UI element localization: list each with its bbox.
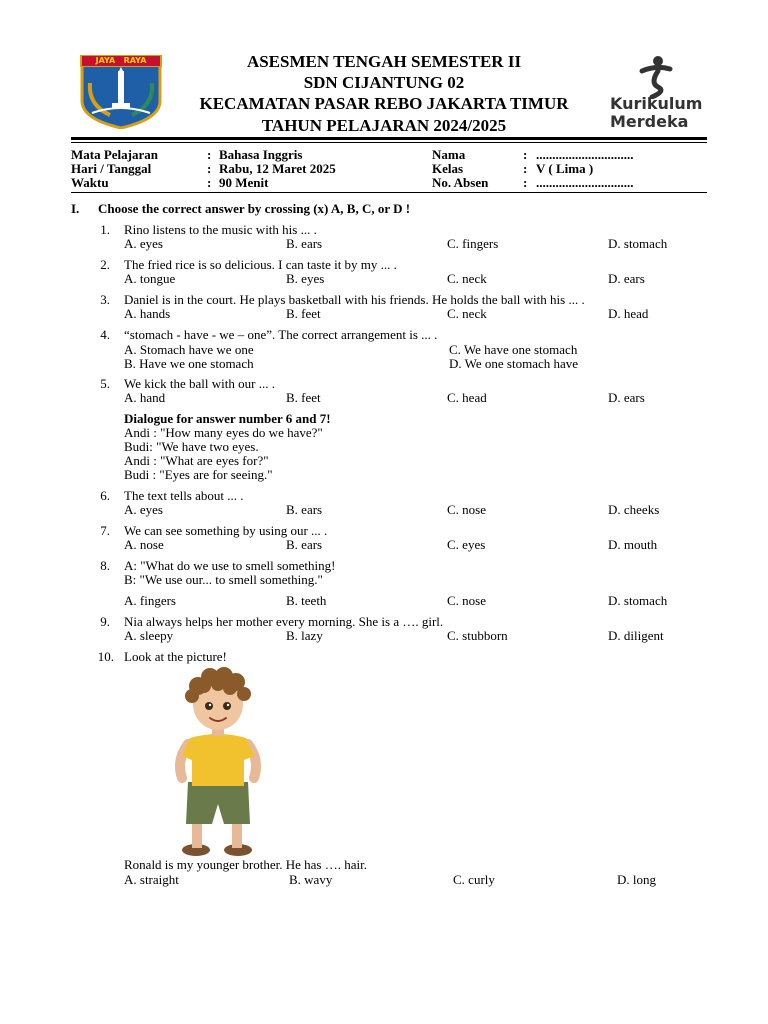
option-a[interactable]: A. nose [124,537,164,552]
info-divider [71,192,707,193]
info-label-hari-tanggal: Hari / Tanggal [71,161,152,176]
info-value-nama[interactable]: .............................. [536,147,634,162]
option-c[interactable]: C. neck [447,306,487,321]
question-text-2: Ronald is my younger brother. He has …. hair. [124,857,367,872]
question-text: The text tells about ... . [124,488,244,503]
question-text: Look at the picture! [124,649,227,664]
option-c[interactable]: C. We have one stomach [449,342,578,357]
option-a[interactable]: A. eyes [124,502,163,517]
question-text: Rino listens to the music with his ... . [124,222,317,237]
kurikulum-merdeka-logo [606,55,716,135]
header-divider-thick [71,137,707,140]
option-a[interactable]: A. eyes [124,236,163,251]
header-title-line-1: ASESMEN TENGAH SEMESTER II [246,52,522,71]
option-a[interactable]: A. hand [124,390,166,405]
question-number: 3. [100,292,110,307]
option-b[interactable]: B. wavy [289,872,333,887]
question-number: 8. [100,558,110,573]
info-label-waktu: Waktu [71,175,109,190]
emblem-banner-text: JAYA RAYA [95,56,147,65]
dialogue-line: Andi : "What are eyes for?" [124,453,269,468]
option-b[interactable]: B. ears [286,537,323,552]
question-number: 7. [100,523,110,538]
question-text: Daniel is in the court. He plays basketball with his friends. He holds the ball with his ... . [124,292,585,307]
option-d[interactable]: D. cheeks [608,502,660,517]
question-text: “stomach - have - we – one”. The correct arrangement is ... . [124,327,438,342]
curly-haired-boy-illustration [168,664,268,858]
question-number: 5. [100,376,110,391]
option-c[interactable]: C. fingers [447,236,499,251]
option-b[interactable]: B. lazy [286,628,323,643]
option-c[interactable]: C. nose [447,593,486,608]
question-number: 6. [100,488,110,503]
option-b[interactable]: B. teeth [286,593,327,608]
info-sep: : [523,161,528,176]
option-c[interactable]: C. curly [453,872,495,887]
question-text: We kick the ball with our ... . [124,376,275,391]
info-value-waktu: 90 Menit [219,175,269,190]
question-number: 1. [100,222,110,237]
dialogue-line: Andi : "How many eyes do we have?" [124,425,323,440]
header-title-line-4: TAHUN PELAJARAN 2024/2025 [261,116,507,135]
option-d[interactable]: D. mouth [608,537,658,552]
option-a[interactable]: A. hands [124,306,171,321]
info-sep: : [523,147,528,162]
merdeka-figure-icon [636,55,676,99]
option-d[interactable]: D. diligent [608,628,664,643]
section-instruction: Choose the correct answer by crossing (x) A, B, C, or D ! [98,201,411,216]
option-b[interactable]: B. ears [286,502,323,517]
question-text: Nia always helps her mother every morning. She is a …. girl. [124,614,444,629]
option-d[interactable]: D. ears [608,271,645,286]
question-number: 9. [100,614,110,629]
header-divider-thin [71,142,707,143]
option-d[interactable]: D. long [617,872,656,887]
option-d[interactable]: D. We one stomach have [449,356,579,371]
option-b[interactable]: B. feet [286,306,321,321]
option-c[interactable]: C. head [447,390,487,405]
question-text: We can see something by using our ... . [124,523,328,538]
info-sep: : [207,175,212,190]
option-b[interactable]: B. feet [286,390,321,405]
question-text: The fried rice is so delicious. I can taste it by my ... . [124,257,397,272]
question-number: 2. [100,257,110,272]
option-d[interactable]: D. ears [608,390,645,405]
option-a[interactable]: A. Stomach have we one [124,342,254,357]
option-b[interactable]: B. eyes [286,271,325,286]
question-number: 10. [97,649,114,664]
info-label-nama: Nama [432,147,466,162]
option-b[interactable]: B. Have we one stomach [124,356,254,371]
option-c[interactable]: C. eyes [447,537,486,552]
kurikulum-text: Kurikulum [610,94,703,113]
info-label-mata-pelajaran: Mata Pelajaran [71,147,159,162]
option-c[interactable]: C. nose [447,502,486,517]
merdeka-text: Merdeka [610,112,689,131]
header-title-line-2: SDN CIJANTUNG 02 [303,73,465,92]
option-a[interactable]: A. sleepy [124,628,174,643]
question-text: A: "What do we use to smell something! [124,558,336,573]
header-title-line-3: KECAMATAN PASAR REBO JAKARTA TIMUR [199,94,569,113]
info-sep: : [523,175,528,190]
info-sep: : [207,147,212,162]
option-a[interactable]: A. tongue [124,271,176,286]
info-value-no-absen[interactable]: .............................. [536,175,634,190]
info-value-kelas: V ( Lima ) [536,161,594,176]
info-label-no-absen: No. Absen [432,175,489,190]
option-a[interactable]: A. straight [124,872,179,887]
option-c[interactable]: C. stubborn [447,628,508,643]
question-text-2: B: "We use our... to smell something." [124,572,323,587]
info-value-hari-tanggal: Rabu, 12 Maret 2025 [219,161,336,176]
dialogue-line: Budi : "Eyes are for seeing." [124,467,273,482]
option-b[interactable]: B. ears [286,236,323,251]
option-a[interactable]: A. fingers [124,593,176,608]
section-roman-numeral: I. [71,201,80,216]
question-number: 4. [100,327,110,342]
option-d[interactable]: D. stomach [608,236,668,251]
option-d[interactable]: D. stomach [608,593,668,608]
info-label-kelas: Kelas [432,161,464,176]
option-d[interactable]: D. head [608,306,649,321]
dialogue-title: Dialogue for answer number 6 and 7! [124,411,331,426]
dialogue-line: Budi: "We have two eyes. [124,439,259,454]
option-c[interactable]: C. neck [447,271,487,286]
info-sep: : [207,161,212,176]
info-value-mata-pelajaran: Bahasa Inggris [219,147,303,162]
